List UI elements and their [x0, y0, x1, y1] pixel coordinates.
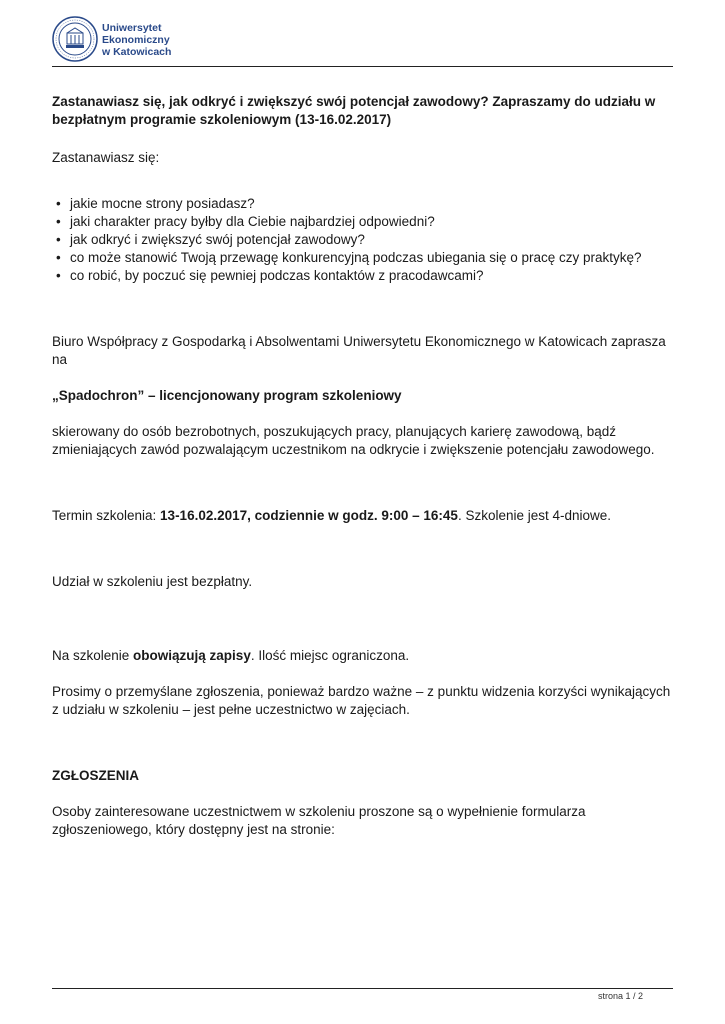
article-body: [52, 93, 673, 839]
list-item: • jak odkryć i zwiększyć swój potencjał zawodowy?: [52, 231, 673, 249]
list-item: • co może stanowić Twoją przewagę konkurencyjną podczas ubiegania się o pracę czy praktykę?: [52, 249, 673, 267]
term-label: Termin szkolenia:: [52, 508, 161, 523]
university-seal-logo: [52, 16, 98, 62]
university-name-line: Ekonomiczny: [102, 34, 170, 46]
page-header: [52, 14, 673, 66]
page-number: strona 1 / 2: [597, 991, 643, 1001]
training-term: [52, 507, 673, 525]
enrollment-text: [52, 647, 673, 665]
applications-text: Osoby zainteresowane uczestnictwem w szkoleniu proszone są o wypełnienie formularza zgłoszeniowego, który dostępny jest na stronie:: [52, 804, 586, 837]
intro-text: Zastanawiasz się:: [52, 150, 160, 165]
applications-heading: ZGŁOSZENIA: [52, 768, 139, 783]
enrollment-suffix: . Ilość miejsc ograniczona.: [250, 648, 410, 663]
free-participation-text: Udział w szkoleniu jest bezpłatny.: [52, 574, 253, 589]
question-list: [52, 195, 673, 285]
program-title: „Spadochron” – licencjonowany program szkoleniowy: [52, 388, 402, 403]
list-item: • jaki charakter pracy byłby dla Ciebie najbardziej odpowiedni?: [52, 213, 673, 231]
program-description: skierowany do osób bezrobotnych, poszukujących pracy, planujących karierę zawodową, bądź zmieniających zawód pozwalającym uczestnikom na odkrycie i zwiększenie potencjału zawodowego.: [52, 424, 655, 457]
header-divider: [52, 66, 673, 67]
list-item: • jakie mocne strony posiadasz?: [52, 195, 673, 213]
term-suffix: . Szkolenie jest 4-dniowe.: [457, 508, 612, 523]
university-name-line: w Katowicach: [102, 46, 172, 58]
invite-text: Biuro Współpracy z Gospodarką i Absolwentami Uniwersytetu Ekonomicznego w Katowicach zaprasza na: [52, 334, 666, 367]
university-name: [102, 22, 171, 58]
list-item: • co robić, by poczuć się pewniej podczas kontaktów z pracodawcami?: [52, 267, 673, 285]
request-text: Prosimy o przemyślane zgłoszenia, ponieważ bardzo ważne – z punktu widzenia korzyści wynikających z udziału w szkoleniu – jest pełne uczestnictwo w zajęciach.: [52, 684, 671, 717]
enrollment-required: obowiązują zapisy: [133, 648, 251, 663]
article-title: Zastanawiasz się, jak odkryć i zwiększyć swój potencjał zawodowy? Zapraszamy do udziału w bezpłatnym programie szkoleniowym (13-16.02.2017): [52, 94, 656, 127]
footer-divider: [52, 988, 673, 989]
enrollment-prefix: Na szkolenie: [52, 648, 134, 663]
university-name-line: Uniwersytet: [102, 22, 162, 34]
term-dates: 13-16.02.2017, codziennie w godz. 9:00 – 16:45: [160, 508, 458, 523]
